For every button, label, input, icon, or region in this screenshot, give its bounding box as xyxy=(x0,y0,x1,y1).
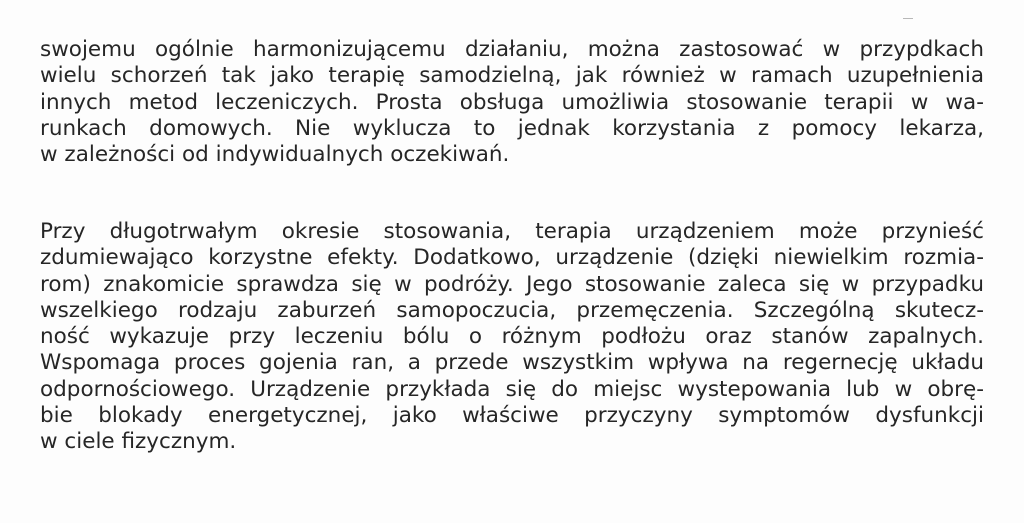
scan-mark xyxy=(903,18,913,19)
text-line: wielu schorzeń tak jako terapię samodzielną, jak również w ramach uzupełnienia xyxy=(40,63,984,89)
text-line: ność wykazuje przy leczeniu bólu o różnym podłożu oraz stanów zapalnych. xyxy=(40,324,984,350)
paragraph-1 xyxy=(40,37,984,168)
text-line: runkach domowych. Nie wyklucza to jednak korzystania z pomocy lekarza, xyxy=(40,115,984,141)
text-line: Wspomaga proces gojenia ran, a przede wszystkim wpływa na regernecję układu xyxy=(40,350,984,376)
text-line: Przy długotrwałym okresie stosowania, terapia urządzeniem może przynieść xyxy=(40,219,984,244)
text-line: zdumiewająco korzystne efekty. Dodatkowo, urządzenie (dzięki niewielkim rozmia- xyxy=(40,245,984,271)
text-line: innych metod leczeniczych. Prosta obsługa umożliwia stosowanie terapii w wa- xyxy=(40,89,984,115)
text-line: w ciele fizycznym. xyxy=(40,429,237,455)
text-line: bie blokady energetycznej, jako właściwe przyczyny symptomów dysfunkcji xyxy=(40,403,984,429)
text-line: swojemu ogólnie harmonizującemu działaniu, można zastosować w przypdkach xyxy=(40,37,984,62)
paragraph-2 xyxy=(40,219,984,456)
text-line: wszelkiego rodzaju zaburzeń samopoczucia, przemęczenia. Szczególną skutecz- xyxy=(40,297,984,323)
text-line: w zależności od indywidualnych oczekiwań. xyxy=(40,142,510,168)
text-line: rom) znakomicie sprawdza się w podróży. Jego stosowanie zaleca się w przypadku xyxy=(40,271,984,297)
text-line: odpornościowego. Urządzenie przykłada się do miejsc wystepowania lub w obrę- xyxy=(40,376,984,402)
